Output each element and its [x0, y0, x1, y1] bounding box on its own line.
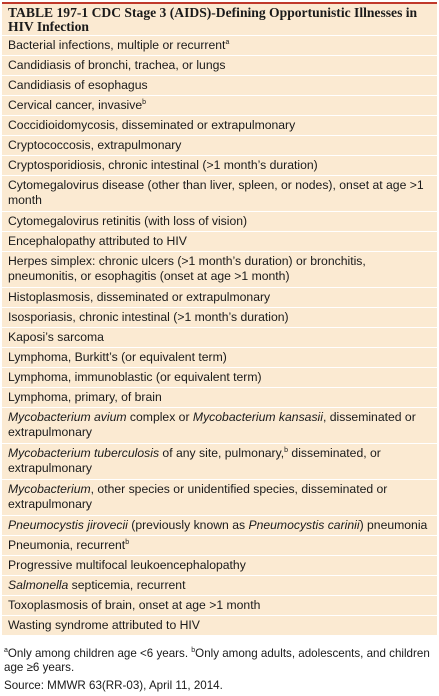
- row-text: Candidiasis of esophagus: [8, 78, 148, 92]
- row-text: ) pneumonia: [359, 518, 428, 532]
- table-row: [2, 347, 437, 367]
- table-row: [2, 95, 437, 115]
- footnote-b-text: Only among adults, adolescents, and children age ≥6 years.: [4, 646, 430, 674]
- row-text: Toxoplasmosis of brain, onset at age >1 month: [8, 598, 261, 612]
- table-197-1: [2, 2, 437, 635]
- row-text: Isosporiasis, chronic intestinal (>1 month’s duration): [8, 310, 289, 324]
- row-text: Lymphoma, immunoblastic (or equivalent term): [8, 370, 262, 384]
- row-text: septicemia, recurrent: [68, 578, 186, 592]
- table-row: [2, 55, 437, 75]
- table-row: [2, 479, 437, 515]
- table-row: [2, 407, 437, 443]
- row-text: , disseminated or extrapulmonary: [8, 410, 416, 440]
- row-text: of any site, pulmonary,: [159, 446, 285, 460]
- row-text: Bacterial infections, multiple or recurrent: [8, 38, 226, 52]
- row-text: Pneumocystis carinii: [248, 518, 360, 532]
- table-row: [2, 443, 437, 479]
- row-text: Lymphoma, Burkitt’s (or equivalent term): [8, 350, 227, 364]
- row-text: Cryptosporidiosis, chronic intestinal (>1 month’s duration): [8, 158, 318, 172]
- source-citation: Source: MMWR 63(RR-03), April 11, 2014.: [4, 679, 223, 692]
- table-row: [2, 615, 437, 635]
- row-text: Mycobacterium tuberculosis: [8, 446, 160, 460]
- row-text: Pneumonia, recurrent: [8, 538, 126, 552]
- footnote-mark-b: b: [191, 647, 196, 654]
- footnote-mark-a: a: [4, 647, 8, 654]
- row-text: Cervical cancer, invasive: [8, 98, 143, 112]
- footnote-marker: b: [125, 538, 130, 546]
- table-row: [2, 211, 437, 231]
- row-text: Histoplasmosis, disseminated or extrapulmonary: [8, 290, 271, 304]
- table-row: [2, 135, 437, 155]
- table-row: [2, 307, 437, 327]
- table-row: [2, 115, 437, 135]
- footnote-marker: b: [284, 446, 289, 454]
- footnote-marker: a: [225, 38, 230, 46]
- table-row: [2, 535, 437, 555]
- table-row: [2, 515, 437, 535]
- row-text: Wasting syndrome attributed to HIV: [8, 618, 200, 632]
- row-text: Coccidioidomycosis, disseminated or extrapulmonary: [8, 118, 296, 132]
- row-text: Candidiasis of bronchi, trachea, or lungs: [8, 58, 226, 72]
- row-text: Kaposi’s sarcoma: [8, 330, 104, 344]
- table-body: [2, 35, 437, 635]
- table-row: [2, 327, 437, 347]
- table-row: [2, 287, 437, 307]
- table-row: [2, 367, 437, 387]
- row-text: Herpes simplex: chronic ulcers (>1 month’s duration) or bronchitis, pneumonitis, or esophagitis (onset at age >1 month): [8, 254, 366, 284]
- row-text: (previously known as: [127, 518, 249, 532]
- table-title: TABLE 197-1 CDC Stage 3 (AIDS)-Defining Opportunistic Illnesses in HIV Infection: [8, 5, 418, 34]
- footnote-a-text: Only among children age <6 years.: [7, 646, 192, 660]
- table-row: [2, 251, 437, 287]
- table-row: [2, 555, 437, 575]
- row-text: Mycobacterium: [8, 482, 91, 496]
- row-text: , other species or unidentified species, disseminated or extrapulmonary: [8, 482, 388, 512]
- table-row: [2, 387, 437, 407]
- table-row: [2, 155, 437, 175]
- row-text: Mycobacterium kansasii: [192, 410, 323, 424]
- row-text: Progressive multifocal leukoencephalopathy: [8, 558, 246, 572]
- row-text: disseminated, or extrapulmonary: [8, 446, 381, 476]
- table-row: [2, 595, 437, 615]
- row-text: Salmonella: [8, 578, 69, 592]
- row-text: Lymphoma, primary, of brain: [8, 390, 162, 404]
- table-row: [2, 231, 437, 251]
- table-row: [2, 75, 437, 95]
- row-text: Cytomegalovirus retinitis (with loss of vision): [8, 214, 248, 228]
- table-row: [2, 175, 437, 211]
- row-text: complex or: [126, 410, 193, 424]
- row-text: Pneumocystis jirovecii: [8, 518, 128, 532]
- table-row: [2, 575, 437, 595]
- table-row: [2, 35, 437, 55]
- row-text: Cryptococcosis, extrapulmonary: [8, 138, 182, 152]
- row-text: Cytomegalovirus disease (other than liver, spleen, or nodes), onset at age >1 month: [8, 178, 424, 208]
- row-text: Mycobacterium avium: [8, 410, 127, 424]
- footnote-marker: b: [142, 98, 147, 106]
- table-footnote: [4, 644, 434, 675]
- row-text: Encephalopathy attributed to HIV: [8, 234, 187, 248]
